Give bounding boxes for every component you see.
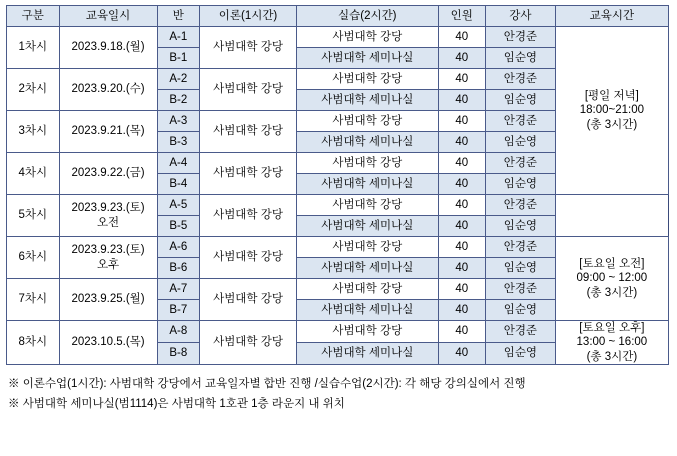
people-count: 40 <box>438 48 486 69</box>
theory-room: 사범대학 강당 <box>200 69 297 111</box>
instructor-name: 안경준 <box>486 111 556 132</box>
practice-room: 사범대학 강당 <box>297 279 438 300</box>
column-header-instructor: 강사 <box>486 6 556 27</box>
instructor-name: 안경준 <box>486 27 556 48</box>
session-date: 2023.9.18.(월) <box>59 27 157 69</box>
people-count: 40 <box>438 279 486 300</box>
class-group: A-2 <box>157 69 199 90</box>
column-header-gubun: 구분 <box>7 6 60 27</box>
session-date: 2023.10.5.(목) <box>59 321 157 365</box>
instructor-name: 임순영 <box>486 48 556 69</box>
instructor-name: 임순영 <box>486 216 556 237</box>
session-label: 7차시 <box>7 279 60 321</box>
instructor-name: 안경준 <box>486 195 556 216</box>
instructor-name: 임순영 <box>486 300 556 321</box>
theory-room: 사범대학 강당 <box>200 321 297 365</box>
time-label-line3: (총 3시간) <box>586 350 638 363</box>
session-date: 2023.9.25.(월) <box>59 279 157 321</box>
class-group: A-7 <box>157 279 199 300</box>
column-header-date: 교육일시 <box>59 6 157 27</box>
class-group: B-8 <box>157 343 199 365</box>
session-date-line1: 2023.9.23.(토) <box>71 202 145 215</box>
instructor-name: 임순영 <box>486 90 556 111</box>
table-row <box>7 237 669 258</box>
session-label: 4차시 <box>7 153 60 195</box>
class-group: B-2 <box>157 90 199 111</box>
table-row <box>7 195 669 216</box>
practice-room: 사범대학 강당 <box>297 153 438 174</box>
practice-room: 사범대학 세미나실 <box>297 174 438 195</box>
session-date: 2023.9.22.(금) <box>59 153 157 195</box>
class-group: A-5 <box>157 195 199 216</box>
training-time-saturday-afternoon <box>555 321 668 365</box>
session-label: 6차시 <box>7 237 60 279</box>
practice-room: 사범대학 강당 <box>297 195 438 216</box>
theory-room: 사범대학 강당 <box>200 195 297 237</box>
instructor-name: 임순영 <box>486 258 556 279</box>
practice-room: 사범대학 강당 <box>297 69 438 90</box>
column-header-ban: 반 <box>157 6 199 27</box>
people-count: 40 <box>438 132 486 153</box>
footnote-theory-practice: ※ 이론수업(1시간): 사범대학 강당에서 교육일자별 합반 진행 /실습수업(2시간): 각 해당 강의실에서 진행 <box>8 378 526 391</box>
theory-room: 사범대학 강당 <box>200 153 297 195</box>
column-header-people: 인원 <box>438 6 486 27</box>
session-label: 5차시 <box>7 195 60 237</box>
instructor-name: 임순영 <box>486 343 556 365</box>
people-count: 40 <box>438 321 486 343</box>
session-date: 2023.9.20.(수) <box>59 69 157 111</box>
training-time-weekday-evening <box>555 27 668 195</box>
time-label-line1: [토요일 오전] <box>579 257 645 270</box>
people-count: 40 <box>438 174 486 195</box>
people-count: 40 <box>438 69 486 90</box>
class-group: A-8 <box>157 321 199 343</box>
column-header-training-time: 교육시간 <box>555 6 668 27</box>
time-label-line1: [토요일 오후] <box>579 322 645 334</box>
class-group: A-6 <box>157 237 199 258</box>
people-count: 40 <box>438 90 486 111</box>
time-label-line1: [평일 저녁] <box>584 89 639 102</box>
table-body <box>7 27 669 365</box>
class-group: B-6 <box>157 258 199 279</box>
session-date: 2023.9.21.(목) <box>59 111 157 153</box>
practice-room: 사범대학 강당 <box>297 237 438 258</box>
session-date-line2: 오전 <box>96 216 120 229</box>
people-count: 40 <box>438 111 486 132</box>
time-label-line3: (총 3시간) <box>586 286 638 299</box>
people-count: 40 <box>438 258 486 279</box>
table-row <box>7 27 669 48</box>
practice-room: 사범대학 세미나실 <box>297 132 438 153</box>
session-date-line1: 2023.9.23.(토) <box>71 244 145 257</box>
instructor-name: 임순영 <box>486 132 556 153</box>
people-count: 40 <box>438 195 486 216</box>
column-header-practice: 실습(2시간) <box>297 6 438 27</box>
practice-room: 사범대학 강당 <box>297 111 438 132</box>
session-label: 8차시 <box>7 321 60 365</box>
session-label: 3차시 <box>7 111 60 153</box>
practice-room: 사범대학 세미나실 <box>297 258 438 279</box>
class-group: B-4 <box>157 174 199 195</box>
theory-room: 사범대학 강당 <box>200 237 297 279</box>
instructor-name: 안경준 <box>486 237 556 258</box>
class-group: A-4 <box>157 153 199 174</box>
theory-room: 사범대학 강당 <box>200 279 297 321</box>
footnote-seminar-room-location: ※ 사범대학 세미나실(범1114)은 사범대학 1호관 1층 라운지 내 위치 <box>8 398 345 411</box>
instructor-name: 안경준 <box>486 153 556 174</box>
people-count: 40 <box>438 216 486 237</box>
session-date <box>59 195 157 237</box>
time-label-line2: 13:00 ~ 16:00 <box>576 336 648 349</box>
practice-room: 사범대학 세미나실 <box>297 300 438 321</box>
instructor-name: 안경준 <box>486 321 556 343</box>
header-row <box>7 6 669 27</box>
people-count: 40 <box>438 300 486 321</box>
column-header-theory: 이론(1시간) <box>200 6 297 27</box>
class-group: A-3 <box>157 111 199 132</box>
time-label-line2: 18:00~21:00 <box>579 104 645 117</box>
time-label-line2: 09:00 ~ 12:00 <box>576 272 648 285</box>
footnotes <box>6 374 671 414</box>
instructor-name: 임순영 <box>486 174 556 195</box>
class-group: B-7 <box>157 300 199 321</box>
instructor-name: 안경준 <box>486 69 556 90</box>
session-date-line2: 오후 <box>96 258 120 271</box>
class-group: B-5 <box>157 216 199 237</box>
instructor-name: 안경준 <box>486 279 556 300</box>
people-count: 40 <box>438 237 486 258</box>
session-label: 1차시 <box>7 27 60 69</box>
practice-room: 사범대학 세미나실 <box>297 48 438 69</box>
class-group: B-1 <box>157 48 199 69</box>
theory-room: 사범대학 강당 <box>200 27 297 69</box>
session-label: 2차시 <box>7 69 60 111</box>
class-group: B-3 <box>157 132 199 153</box>
class-group: A-1 <box>157 27 199 48</box>
practice-room: 사범대학 세미나실 <box>297 90 438 111</box>
people-count: 40 <box>438 27 486 48</box>
practice-room: 사범대학 세미나실 <box>297 343 438 365</box>
training-time-saturday-morning <box>555 237 668 321</box>
table-header <box>7 6 669 27</box>
time-label-line3: (총 3시간) <box>586 118 638 131</box>
theory-room: 사범대학 강당 <box>200 111 297 153</box>
training-schedule-table <box>6 5 669 365</box>
people-count: 40 <box>438 343 486 365</box>
people-count: 40 <box>438 153 486 174</box>
table-row <box>7 321 669 343</box>
session-date <box>59 237 157 279</box>
practice-room: 사범대학 강당 <box>297 27 438 48</box>
practice-room: 사범대학 세미나실 <box>297 216 438 237</box>
practice-room: 사범대학 강당 <box>297 321 438 343</box>
